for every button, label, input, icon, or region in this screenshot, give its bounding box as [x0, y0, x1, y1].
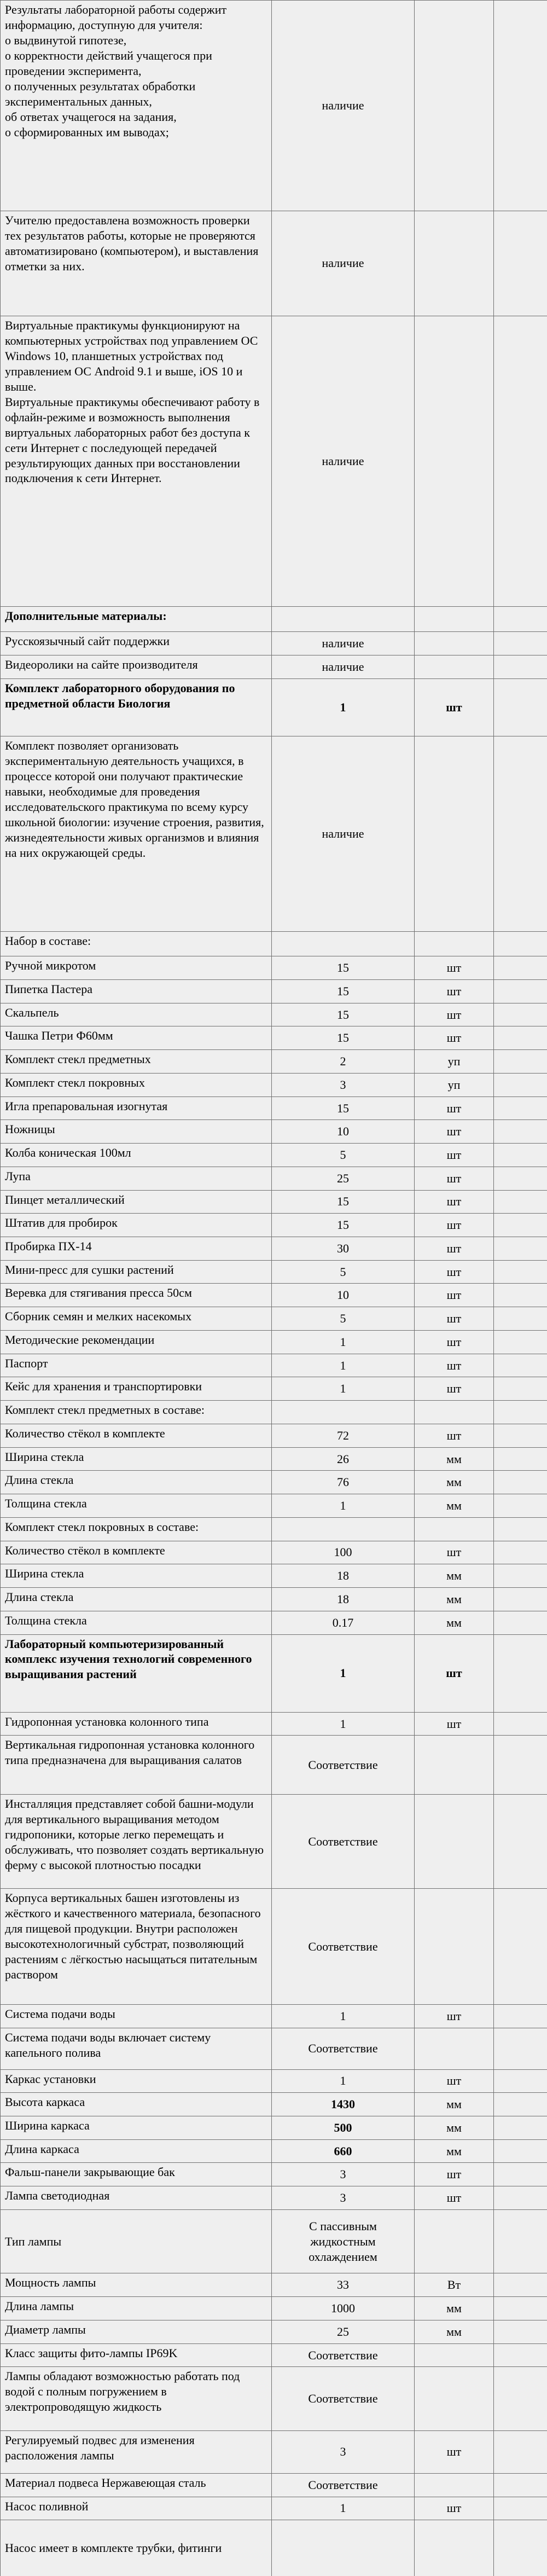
row-name: Веревка для стягивания пресса 50см [1, 1284, 272, 1307]
row-name: Пинцет металлический [1, 1190, 272, 1214]
row-extra [494, 1190, 547, 1214]
row-name: Учителю предоставлена возможность проверки тех результатов работы, которые не проверяются автоматизировано (компьютером), и выставления отметки за них. [1, 211, 272, 316]
row-extra [494, 1073, 547, 1096]
row-extra [494, 1541, 547, 1564]
row-value: 72 [272, 1424, 415, 1447]
row-value: 25 [272, 2320, 415, 2343]
row-unit [415, 211, 494, 316]
row-value: 3 [272, 2186, 415, 2210]
row-unit: шт [415, 1634, 494, 1712]
row-name: Штатив для пробирок [1, 1214, 272, 1237]
row-unit [415, 2520, 494, 2576]
row-unit: мм [415, 1564, 494, 1588]
row-value: 1 [272, 1494, 415, 1518]
row-value: 5 [272, 1307, 415, 1331]
row-extra [494, 1026, 547, 1050]
row-value: 500 [272, 2116, 415, 2140]
row-unit: мм [415, 1611, 494, 1634]
row-extra [494, 1003, 547, 1026]
row-name: Лупа [1, 1167, 272, 1190]
row-value: 3 [272, 2163, 415, 2186]
row-name: Система подачи воды [1, 2004, 272, 2028]
row-name: Инсталляция представляет собой башни-модули для вертикального выращивания методом гидропоники, которые легко перемещать и обслуживать, что позволяет создать вертикальную ферму с высокой плотностью посадки [1, 1795, 272, 1889]
row-name: Русскоязычный сайт поддержки [1, 632, 272, 655]
row-name: Колба коническая 100мл [1, 1144, 272, 1167]
row-unit: шт [415, 1330, 494, 1354]
row-name: Ручной микротом [1, 956, 272, 980]
row-name: Пипетка Пастера [1, 979, 272, 1003]
row-name: Корпуса вертикальных башен изготовлены из жёсткого и качественного материала, безопасного для пищевой продукции. Внутри расположен высокотехнологичный субстрат, позволяющий растениям с лёгкостью насыщаться питательным раствором [1, 1889, 272, 2005]
row-value: Соответствие [272, 1795, 415, 1889]
row-value: наличие [272, 655, 415, 678]
row-unit [415, 2028, 494, 2069]
row-value: 33 [272, 2273, 415, 2297]
row-unit [415, 736, 494, 932]
row-extra [494, 1307, 547, 1331]
row-unit: шт [415, 1541, 494, 1564]
row-name: Длина каркаса [1, 2139, 272, 2163]
row-unit [415, 316, 494, 607]
row-name: Комплект стекл покровных в составе: [1, 1517, 272, 1541]
row-unit: шт [415, 2497, 494, 2520]
row-extra [494, 1096, 547, 1120]
row-name: Методические рекомендации [1, 1330, 272, 1354]
row-unit: шт [415, 1424, 494, 1447]
row-extra [494, 655, 547, 678]
row-value: 1 [272, 1330, 415, 1354]
row-name: Класс защиты фито-лампы IP69K [1, 2343, 272, 2367]
row-unit: шт [415, 1214, 494, 1237]
row-value: 18 [272, 1588, 415, 1611]
row-unit: шт [415, 1284, 494, 1307]
row-extra [494, 2297, 547, 2320]
row-unit: шт [415, 2186, 494, 2210]
row-extra [494, 1167, 547, 1190]
row-value: 0.17 [272, 1611, 415, 1634]
row-unit: шт [415, 1120, 494, 1144]
row-extra [494, 678, 547, 736]
row-name: Комплект позволяет организовать экспериментальную деятельность учащихся, в процессе которой они получают практические навыки, необходимые для проведения исследовательского практикума по всему курсу школьной биологии: изучение строения, развития, жизнедеятельности живых организмов и влияния на них окружающей среды. [1, 736, 272, 932]
row-unit: шт [415, 1237, 494, 1261]
row-name: Пробирка ПХ-14 [1, 1237, 272, 1261]
row-name: Система подачи воды включает систему капельного полива [1, 2028, 272, 2069]
row-extra [494, 2497, 547, 2520]
row-extra [494, 1588, 547, 1611]
row-extra [494, 2186, 547, 2210]
row-value: наличие [272, 736, 415, 932]
row-value: 660 [272, 2139, 415, 2163]
row-name: Ширина стекла [1, 1564, 272, 1588]
row-value: 1 [272, 1354, 415, 1377]
row-value: 25 [272, 1167, 415, 1190]
row-extra [494, 1424, 547, 1447]
row-extra [494, 932, 547, 956]
row-value: 15 [272, 1096, 415, 1120]
row-extra [494, 979, 547, 1003]
row-extra [494, 1447, 547, 1471]
row-unit: Вт [415, 2273, 494, 2297]
row-value: 1 [272, 2497, 415, 2520]
row-extra [494, 2028, 547, 2069]
row-unit: шт [415, 1190, 494, 1214]
row-extra [494, 2004, 547, 2028]
row-unit: шт [415, 1003, 494, 1026]
section-heading: Лабораторный компьютеризированный комплекс изучения технологий современного выращивания растений [1, 1634, 272, 1712]
row-name: Ширина каркаса [1, 2116, 272, 2140]
row-unit: мм [415, 2297, 494, 2320]
row-unit: шт [415, 956, 494, 980]
row-name: Лампа светодиодная [1, 2186, 272, 2210]
row-unit: шт [415, 1307, 494, 1331]
row-name: Набор в составе: [1, 932, 272, 956]
row-value: 15 [272, 956, 415, 980]
row-unit: шт [415, 1377, 494, 1401]
row-value: 1430 [272, 2093, 415, 2116]
row-name: Паспорт [1, 1354, 272, 1377]
row-name: Высота каркаса [1, 2093, 272, 2116]
row-unit [415, 2343, 494, 2367]
row-value: Соответствие [272, 1736, 415, 1795]
row-value: 30 [272, 1237, 415, 1261]
row-unit [415, 1795, 494, 1889]
row-unit: мм [415, 1447, 494, 1471]
row-extra [494, 2520, 547, 2576]
row-name: Гидропонная установка колонного типа [1, 1712, 272, 1736]
row-name: Виртуальные практикумы функционируют на компьютерных устройствах под управлением ОС Windows 10, планшетных устройствах под управлением ОС Android 9.1 и выше, iOS 10 и выше. Виртуальные практикумы обеспечивают работу в офлайн-режиме и возможность выполнения виртуальных лабораторных работ без доступа к сети Интернет с последующей передачей результирующих данных при восстановлении подключения к сети Интернет. [1, 316, 272, 607]
row-extra [494, 2273, 547, 2297]
row-value: Соответствие [272, 2343, 415, 2367]
row-value: 15 [272, 1003, 415, 1026]
row-value: 1 [272, 1377, 415, 1401]
row-extra [494, 1, 547, 211]
row-unit: шт [415, 979, 494, 1003]
row-name: Чашка Петри Ф60мм [1, 1026, 272, 1050]
row-extra [494, 1120, 547, 1144]
row-name: Тип лампы [1, 2209, 272, 2273]
row-name: Ножницы [1, 1120, 272, 1144]
row-extra [494, 607, 547, 632]
row-extra [494, 1260, 547, 1284]
row-extra [494, 1471, 547, 1494]
row-extra [494, 1517, 547, 1541]
row-extra [494, 1401, 547, 1424]
row-value: 10 [272, 1120, 415, 1144]
row-extra [494, 1050, 547, 1074]
row-unit [415, 1401, 494, 1424]
section-heading: Комплект лабораторного оборудования по предметной области Биология [1, 678, 272, 736]
row-extra [494, 2116, 547, 2140]
row-value: Соответствие [272, 2473, 415, 2497]
row-extra [494, 632, 547, 655]
row-extra [494, 956, 547, 980]
row-unit: мм [415, 2320, 494, 2343]
row-extra [494, 1330, 547, 1354]
row-extra [494, 2093, 547, 2116]
row-unit: шт [415, 2069, 494, 2093]
row-unit [415, 1, 494, 211]
row-unit: шт [415, 2163, 494, 2186]
row-unit: мм [415, 2139, 494, 2163]
row-name: Толщина стекла [1, 1494, 272, 1518]
row-value: 15 [272, 1214, 415, 1237]
row-value: наличие [272, 1, 415, 211]
row-extra [494, 1712, 547, 1736]
row-unit [415, 1889, 494, 2005]
row-value [272, 607, 415, 632]
row-unit [415, 2367, 494, 2430]
row-name: Толщина стекла [1, 1611, 272, 1634]
row-unit [415, 1517, 494, 1541]
row-unit: уп [415, 1073, 494, 1096]
row-value: 1 [272, 678, 415, 736]
row-unit: мм [415, 2093, 494, 2116]
row-name: Скальпель [1, 1003, 272, 1026]
row-extra [494, 1377, 547, 1401]
row-unit: мм [415, 2116, 494, 2140]
row-unit: шт [415, 1354, 494, 1377]
row-value: 18 [272, 1564, 415, 1588]
row-name: Ширина стекла [1, 1447, 272, 1471]
row-value: 10 [272, 1284, 415, 1307]
row-extra [494, 1494, 547, 1518]
row-value: 5 [272, 1260, 415, 1284]
row-unit: мм [415, 1494, 494, 1518]
row-extra [494, 2069, 547, 2093]
row-unit [415, 655, 494, 678]
row-unit [415, 1736, 494, 1795]
row-value: Соответствие [272, 2028, 415, 2069]
row-name: Количество стёкол в комплекте [1, 1424, 272, 1447]
row-value: 3 [272, 2430, 415, 2473]
row-unit [415, 632, 494, 655]
row-extra [494, 2209, 547, 2273]
row-name: Диаметр лампы [1, 2320, 272, 2343]
row-unit: мм [415, 1471, 494, 1494]
row-unit: шт [415, 678, 494, 736]
row-value: 2 [272, 1050, 415, 1074]
row-name: Длина стекла [1, 1588, 272, 1611]
row-extra [494, 211, 547, 316]
row-value: 15 [272, 1026, 415, 1050]
row-value: Соответствие [272, 2367, 415, 2430]
row-name: Каркас установки [1, 2069, 272, 2093]
row-value: 76 [272, 1471, 415, 1494]
row-name: Количество стёкол в комплекте [1, 1541, 272, 1564]
row-value [272, 932, 415, 956]
row-value: 5 [272, 1144, 415, 1167]
row-value [272, 2520, 415, 2576]
row-value: 100 [272, 1541, 415, 1564]
row-value: 1 [272, 1712, 415, 1736]
row-value: наличие [272, 316, 415, 607]
row-name: Регулируемый подвес для изменения расположения лампы [1, 2430, 272, 2473]
row-value: наличие [272, 632, 415, 655]
row-unit: шт [415, 1096, 494, 1120]
row-name: Длина стекла [1, 1471, 272, 1494]
row-value: Соответствие [272, 1889, 415, 2005]
row-unit: шт [415, 1026, 494, 1050]
row-name: Насос имеет в комплекте трубки, фитинги [1, 2520, 272, 2576]
row-extra [494, 1634, 547, 1712]
row-value: 1 [272, 2069, 415, 2093]
row-unit: шт [415, 1167, 494, 1190]
row-value: С пассивным жидкостным охлаждением [272, 2209, 415, 2273]
row-unit: шт [415, 2430, 494, 2473]
row-extra [494, 1564, 547, 1588]
row-name: Комплект стекл предметных [1, 1050, 272, 1074]
row-extra [494, 1214, 547, 1237]
row-name: Длина лампы [1, 2297, 272, 2320]
row-unit: шт [415, 1260, 494, 1284]
row-extra [494, 1889, 547, 2005]
row-name: Лампы обладают возможностью работать под водой с полным погружением в электропроводящую жидкость [1, 2367, 272, 2430]
row-extra [494, 1611, 547, 1634]
row-extra [494, 1237, 547, 1261]
section-heading: Дополнительные материалы: [1, 607, 272, 632]
row-name: Мощность лампы [1, 2273, 272, 2297]
row-extra [494, 2343, 547, 2367]
row-name: Сборник семян и мелких насекомых [1, 1307, 272, 1331]
row-unit [415, 932, 494, 956]
row-extra [494, 1354, 547, 1377]
row-extra [494, 2139, 547, 2163]
row-name: Фальш-панели закрывающие бак [1, 2163, 272, 2186]
row-name: Видеоролики на сайте производителя [1, 655, 272, 678]
row-extra [494, 736, 547, 932]
row-extra [494, 1284, 547, 1307]
row-name: Игла препаровальная изогнутая [1, 1096, 272, 1120]
row-extra [494, 2473, 547, 2497]
row-unit: шт [415, 1712, 494, 1736]
row-value: наличие [272, 211, 415, 316]
row-unit: уп [415, 1050, 494, 1074]
row-value: 15 [272, 1190, 415, 1214]
row-extra [494, 1736, 547, 1795]
row-extra [494, 1144, 547, 1167]
row-unit [415, 607, 494, 632]
row-extra [494, 2430, 547, 2473]
row-value: 1 [272, 1634, 415, 1712]
row-extra [494, 316, 547, 607]
row-unit [415, 2473, 494, 2497]
row-name: Материал подвеса Нержавеющая сталь [1, 2473, 272, 2497]
row-name: Вертикальная гидропонная установка колонного типа предназначена для выращивания салатов [1, 1736, 272, 1795]
row-value [272, 1517, 415, 1541]
row-value [272, 1401, 415, 1424]
row-value: 1000 [272, 2297, 415, 2320]
row-unit: шт [415, 1144, 494, 1167]
row-name: Результаты лабораторной работы содержит информацию, доступную для учителя: о выдвинутой гипотезе, о корректности действий учащегося при проведении эксперимента, о полученных результатах обработки экспериментальных данных, об ответах учащегося на задания, о сформированных им выводах; [1, 1, 272, 211]
row-unit [415, 2209, 494, 2273]
row-extra [494, 1795, 547, 1889]
row-unit: мм [415, 1588, 494, 1611]
row-extra [494, 2367, 547, 2430]
row-unit: шт [415, 2004, 494, 2028]
row-value: 15 [272, 979, 415, 1003]
row-value: 26 [272, 1447, 415, 1471]
row-extra [494, 2163, 547, 2186]
row-value: 3 [272, 1073, 415, 1096]
row-name: Мини-пресс для сушки растений [1, 1260, 272, 1284]
row-name: Кейс для хранения и транспортировки [1, 1377, 272, 1401]
row-name: Комплект стекл предметных в составе: [1, 1401, 272, 1424]
row-name: Комплект стекл покровных [1, 1073, 272, 1096]
row-value: 1 [272, 2004, 415, 2028]
row-extra [494, 2320, 547, 2343]
row-name: Насос поливной [1, 2497, 272, 2520]
